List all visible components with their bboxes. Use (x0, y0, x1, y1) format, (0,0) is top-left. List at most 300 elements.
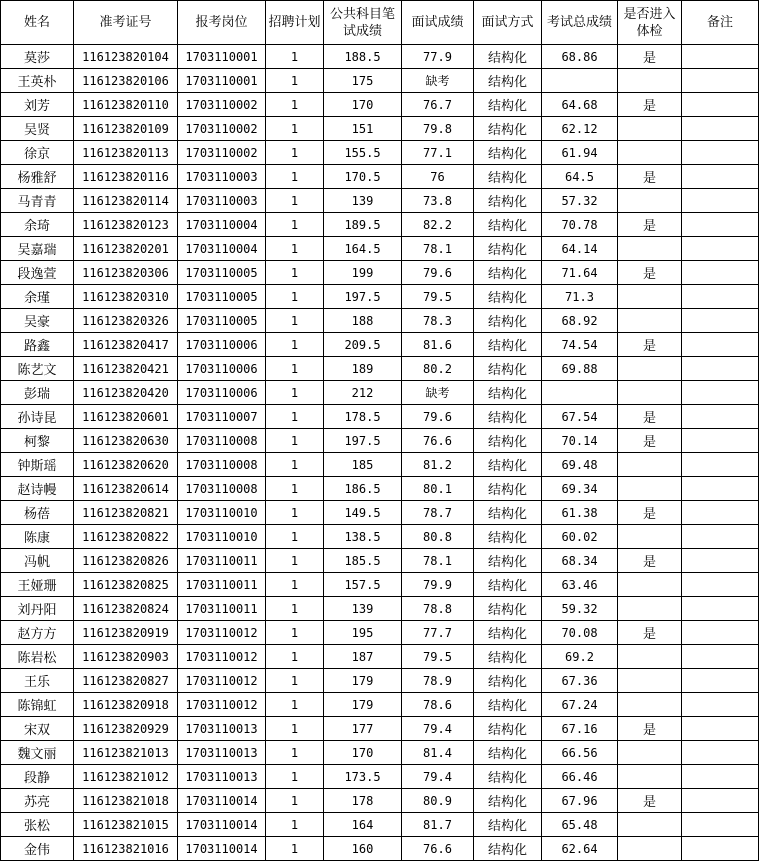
cell-interview-score: 76.6 (402, 837, 474, 861)
header-exam-id: 准考证号 (74, 1, 178, 45)
cell-interview-method: 结构化 (474, 45, 542, 69)
cell-exam-id: 116123820919 (74, 621, 178, 645)
cell-name: 刘丹阳 (1, 597, 74, 621)
cell-interview-score: 81.6 (402, 333, 474, 357)
cell-hiring-plan: 1 (266, 741, 324, 765)
table-row (1, 789, 759, 813)
cell-name: 杨雅舒 (1, 165, 74, 189)
header-written-score: 公共科目笔试成绩 (324, 1, 402, 45)
cell-interview-score: 78.1 (402, 237, 474, 261)
cell-written-score: 139 (324, 597, 402, 621)
cell-interview-score: 80.8 (402, 525, 474, 549)
cell-total-score: 67.24 (542, 693, 618, 717)
table-row (1, 141, 759, 165)
cell-written-score: 157.5 (324, 573, 402, 597)
cell-exam-id: 116123820106 (74, 69, 178, 93)
table-row (1, 765, 759, 789)
cell-name: 张松 (1, 813, 74, 837)
cell-position: 1703110012 (178, 669, 266, 693)
cell-physical-exam: 是 (618, 429, 682, 453)
cell-interview-method: 结构化 (474, 285, 542, 309)
cell-position: 1703110012 (178, 645, 266, 669)
cell-interview-method: 结构化 (474, 165, 542, 189)
cell-interview-score: 79.4 (402, 717, 474, 741)
cell-name: 孙诗昆 (1, 405, 74, 429)
cell-remarks (682, 789, 759, 813)
cell-exam-id: 116123821015 (74, 813, 178, 837)
cell-name: 赵诗幔 (1, 477, 74, 501)
cell-position: 1703110006 (178, 333, 266, 357)
cell-physical-exam (618, 381, 682, 405)
cell-written-score: 197.5 (324, 429, 402, 453)
cell-interview-method: 结构化 (474, 621, 542, 645)
cell-interview-score: 81.4 (402, 741, 474, 765)
cell-physical-exam: 是 (618, 621, 682, 645)
cell-hiring-plan: 1 (266, 813, 324, 837)
cell-name: 彭瑞 (1, 381, 74, 405)
cell-name: 陈艺文 (1, 357, 74, 381)
cell-hiring-plan: 1 (266, 165, 324, 189)
cell-remarks (682, 549, 759, 573)
cell-position: 1703110005 (178, 261, 266, 285)
cell-exam-id: 116123821013 (74, 741, 178, 765)
cell-remarks (682, 669, 759, 693)
cell-interview-method: 结构化 (474, 765, 542, 789)
cell-interview-score: 79.8 (402, 117, 474, 141)
cell-remarks (682, 333, 759, 357)
cell-hiring-plan: 1 (266, 789, 324, 813)
cell-name: 杨蓓 (1, 501, 74, 525)
cell-name: 莫莎 (1, 45, 74, 69)
cell-hiring-plan: 1 (266, 309, 324, 333)
cell-position: 1703110005 (178, 285, 266, 309)
cell-name: 吴嘉瑞 (1, 237, 74, 261)
cell-total-score: 70.78 (542, 213, 618, 237)
cell-exam-id: 116123820326 (74, 309, 178, 333)
cell-exam-id: 116123820104 (74, 45, 178, 69)
cell-remarks (682, 405, 759, 429)
cell-interview-method: 结构化 (474, 717, 542, 741)
cell-physical-exam: 是 (618, 405, 682, 429)
table-row (1, 117, 759, 141)
cell-remarks (682, 621, 759, 645)
cell-position: 1703110003 (178, 189, 266, 213)
cell-remarks (682, 69, 759, 93)
cell-name: 陈岩松 (1, 645, 74, 669)
header-remarks: 备注 (682, 1, 759, 45)
cell-position: 1703110013 (178, 741, 266, 765)
cell-physical-exam (618, 285, 682, 309)
cell-interview-method: 结构化 (474, 213, 542, 237)
cell-physical-exam: 是 (618, 333, 682, 357)
cell-exam-id: 116123820601 (74, 405, 178, 429)
cell-physical-exam (618, 309, 682, 333)
cell-total-score: 69.88 (542, 357, 618, 381)
table-row (1, 69, 759, 93)
table-body (1, 45, 759, 861)
cell-interview-method: 结构化 (474, 333, 542, 357)
cell-written-score: 139 (324, 189, 402, 213)
cell-total-score: 74.54 (542, 333, 618, 357)
table-row (1, 309, 759, 333)
cell-physical-exam (618, 693, 682, 717)
cell-interview-method: 结构化 (474, 237, 542, 261)
cell-total-score: 65.48 (542, 813, 618, 837)
cell-total-score: 63.46 (542, 573, 618, 597)
cell-interview-score: 缺考 (402, 381, 474, 405)
cell-written-score: 170 (324, 93, 402, 117)
table-row (1, 669, 759, 693)
cell-name: 宋双 (1, 717, 74, 741)
cell-physical-exam (618, 813, 682, 837)
header-hiring-plan: 招聘计划 (266, 1, 324, 45)
cell-total-score: 67.54 (542, 405, 618, 429)
cell-exam-id: 116123821018 (74, 789, 178, 813)
cell-interview-method: 结构化 (474, 597, 542, 621)
cell-exam-id: 116123820420 (74, 381, 178, 405)
cell-interview-method: 结构化 (474, 309, 542, 333)
cell-name: 徐京 (1, 141, 74, 165)
cell-interview-score: 77.9 (402, 45, 474, 69)
table-row (1, 477, 759, 501)
cell-written-score: 185 (324, 453, 402, 477)
cell-exam-id: 116123820826 (74, 549, 178, 573)
cell-written-score: 195 (324, 621, 402, 645)
cell-written-score: 197.5 (324, 285, 402, 309)
cell-total-score (542, 69, 618, 93)
cell-name: 柯黎 (1, 429, 74, 453)
cell-interview-method: 结构化 (474, 93, 542, 117)
cell-interview-score: 79.5 (402, 285, 474, 309)
cell-physical-exam (618, 669, 682, 693)
cell-written-score: 185.5 (324, 549, 402, 573)
cell-total-score: 67.16 (542, 717, 618, 741)
table-row (1, 93, 759, 117)
cell-position: 1703110001 (178, 69, 266, 93)
cell-interview-score: 79.6 (402, 261, 474, 285)
cell-written-score: 149.5 (324, 501, 402, 525)
cell-remarks (682, 213, 759, 237)
cell-total-score: 60.02 (542, 525, 618, 549)
cell-exam-id: 116123821016 (74, 837, 178, 861)
cell-remarks (682, 693, 759, 717)
cell-written-score: 164.5 (324, 237, 402, 261)
cell-interview-score: 78.1 (402, 549, 474, 573)
cell-position: 1703110001 (178, 45, 266, 69)
cell-position: 1703110008 (178, 453, 266, 477)
cell-hiring-plan: 1 (266, 765, 324, 789)
cell-written-score: 186.5 (324, 477, 402, 501)
cell-physical-exam: 是 (618, 501, 682, 525)
header-interview-method: 面试方式 (474, 1, 542, 45)
cell-name: 金伟 (1, 837, 74, 861)
cell-hiring-plan: 1 (266, 429, 324, 453)
cell-hiring-plan: 1 (266, 717, 324, 741)
cell-physical-exam (618, 525, 682, 549)
table-row (1, 261, 759, 285)
cell-total-score: 69.48 (542, 453, 618, 477)
cell-written-score: 138.5 (324, 525, 402, 549)
cell-exam-id: 116123820417 (74, 333, 178, 357)
cell-position: 1703110002 (178, 141, 266, 165)
cell-total-score: 62.64 (542, 837, 618, 861)
cell-position: 1703110008 (178, 477, 266, 501)
cell-hiring-plan: 1 (266, 285, 324, 309)
cell-remarks (682, 93, 759, 117)
cell-interview-score: 78.7 (402, 501, 474, 525)
cell-interview-score: 76.6 (402, 429, 474, 453)
cell-hiring-plan: 1 (266, 69, 324, 93)
cell-exam-id: 116123820614 (74, 477, 178, 501)
cell-hiring-plan: 1 (266, 357, 324, 381)
cell-remarks (682, 141, 759, 165)
table-row (1, 549, 759, 573)
cell-exam-id: 116123820903 (74, 645, 178, 669)
cell-position: 1703110002 (178, 117, 266, 141)
cell-remarks (682, 165, 759, 189)
cell-interview-method: 结构化 (474, 381, 542, 405)
cell-interview-method: 结构化 (474, 693, 542, 717)
cell-physical-exam (618, 357, 682, 381)
cell-interview-method: 结构化 (474, 573, 542, 597)
table-row (1, 597, 759, 621)
header-name: 姓名 (1, 1, 74, 45)
table-row (1, 429, 759, 453)
cell-position: 1703110011 (178, 573, 266, 597)
cell-interview-method: 结构化 (474, 741, 542, 765)
cell-total-score: 62.12 (542, 117, 618, 141)
cell-total-score: 64.68 (542, 93, 618, 117)
cell-written-score: 188 (324, 309, 402, 333)
cell-total-score: 61.94 (542, 141, 618, 165)
cell-interview-method: 结构化 (474, 669, 542, 693)
cell-position: 1703110013 (178, 717, 266, 741)
cell-physical-exam: 是 (618, 789, 682, 813)
cell-remarks (682, 765, 759, 789)
table-row (1, 501, 759, 525)
table-row (1, 381, 759, 405)
cell-total-score: 59.32 (542, 597, 618, 621)
cell-hiring-plan: 1 (266, 93, 324, 117)
cell-written-score: 170 (324, 741, 402, 765)
cell-interview-method: 结构化 (474, 189, 542, 213)
cell-interview-score: 81.2 (402, 453, 474, 477)
cell-hiring-plan: 1 (266, 693, 324, 717)
cell-exam-id: 116123820114 (74, 189, 178, 213)
table-row (1, 525, 759, 549)
cell-interview-score: 77.1 (402, 141, 474, 165)
cell-total-score: 68.92 (542, 309, 618, 333)
cell-interview-score: 73.8 (402, 189, 474, 213)
table-row (1, 717, 759, 741)
cell-name: 赵方方 (1, 621, 74, 645)
cell-hiring-plan: 1 (266, 213, 324, 237)
cell-remarks (682, 189, 759, 213)
cell-position: 1703110006 (178, 357, 266, 381)
cell-total-score: 64.14 (542, 237, 618, 261)
cell-written-score: 187 (324, 645, 402, 669)
cell-written-score: 177 (324, 717, 402, 741)
cell-physical-exam: 是 (618, 213, 682, 237)
table-row (1, 165, 759, 189)
cell-name: 段逸萱 (1, 261, 74, 285)
cell-name: 路鑫 (1, 333, 74, 357)
cell-interview-method: 结构化 (474, 69, 542, 93)
cell-interview-method: 结构化 (474, 477, 542, 501)
cell-physical-exam (618, 237, 682, 261)
cell-physical-exam: 是 (618, 45, 682, 69)
cell-total-score: 71.64 (542, 261, 618, 285)
cell-remarks (682, 525, 759, 549)
cell-total-score: 64.5 (542, 165, 618, 189)
cell-total-score: 67.96 (542, 789, 618, 813)
cell-total-score: 66.46 (542, 765, 618, 789)
cell-written-score: 188.5 (324, 45, 402, 69)
cell-exam-id: 116123820821 (74, 501, 178, 525)
cell-position: 1703110008 (178, 429, 266, 453)
cell-name: 魏文丽 (1, 741, 74, 765)
cell-interview-score: 78.6 (402, 693, 474, 717)
cell-hiring-plan: 1 (266, 189, 324, 213)
cell-remarks (682, 837, 759, 861)
cell-hiring-plan: 1 (266, 669, 324, 693)
cell-interview-method: 结构化 (474, 453, 542, 477)
cell-exam-id: 116123820113 (74, 141, 178, 165)
cell-written-score: 199 (324, 261, 402, 285)
cell-hiring-plan: 1 (266, 837, 324, 861)
cell-hiring-plan: 1 (266, 237, 324, 261)
cell-hiring-plan: 1 (266, 645, 324, 669)
cell-interview-score: 81.7 (402, 813, 474, 837)
cell-total-score (542, 381, 618, 405)
cell-total-score: 70.08 (542, 621, 618, 645)
cell-exam-id: 116123820110 (74, 93, 178, 117)
cell-exam-id: 116123820827 (74, 669, 178, 693)
cell-total-score: 66.56 (542, 741, 618, 765)
cell-exam-id: 116123820201 (74, 237, 178, 261)
cell-total-score: 67.36 (542, 669, 618, 693)
header-total-score: 考试总成绩 (542, 1, 618, 45)
table-row (1, 237, 759, 261)
cell-physical-exam (618, 141, 682, 165)
cell-physical-exam (618, 597, 682, 621)
cell-remarks (682, 717, 759, 741)
cell-physical-exam: 是 (618, 93, 682, 117)
cell-exam-id: 116123820123 (74, 213, 178, 237)
cell-total-score: 68.86 (542, 45, 618, 69)
cell-written-score: 209.5 (324, 333, 402, 357)
cell-position: 1703110003 (178, 165, 266, 189)
cell-interview-method: 结构化 (474, 405, 542, 429)
cell-hiring-plan: 1 (266, 405, 324, 429)
cell-written-score: 212 (324, 381, 402, 405)
cell-exam-id: 116123821012 (74, 765, 178, 789)
cell-position: 1703110004 (178, 237, 266, 261)
cell-exam-id: 116123820824 (74, 597, 178, 621)
cell-name: 陈锦虹 (1, 693, 74, 717)
cell-written-score: 189.5 (324, 213, 402, 237)
cell-physical-exam (618, 477, 682, 501)
cell-interview-method: 结构化 (474, 117, 542, 141)
table-row (1, 645, 759, 669)
cell-interview-score: 79.5 (402, 645, 474, 669)
table-row (1, 741, 759, 765)
cell-interview-method: 结构化 (474, 501, 542, 525)
cell-total-score: 68.34 (542, 549, 618, 573)
cell-exam-id: 116123820109 (74, 117, 178, 141)
table-row (1, 573, 759, 597)
table-row (1, 813, 759, 837)
cell-name: 钟斯瑶 (1, 453, 74, 477)
cell-written-score: 179 (324, 669, 402, 693)
table-row (1, 621, 759, 645)
cell-hiring-plan: 1 (266, 45, 324, 69)
cell-remarks (682, 309, 759, 333)
cell-total-score: 61.38 (542, 501, 618, 525)
cell-hiring-plan: 1 (266, 333, 324, 357)
cell-written-score: 175 (324, 69, 402, 93)
cell-exam-id: 116123820306 (74, 261, 178, 285)
cell-remarks (682, 813, 759, 837)
cell-interview-method: 结构化 (474, 813, 542, 837)
cell-remarks (682, 477, 759, 501)
cell-total-score: 57.32 (542, 189, 618, 213)
cell-interview-method: 结构化 (474, 357, 542, 381)
cell-hiring-plan: 1 (266, 501, 324, 525)
cell-name: 吴豪 (1, 309, 74, 333)
cell-name: 王英朴 (1, 69, 74, 93)
cell-position: 1703110012 (178, 693, 266, 717)
cell-name: 吴贤 (1, 117, 74, 141)
cell-remarks (682, 285, 759, 309)
cell-hiring-plan: 1 (266, 525, 324, 549)
table-row (1, 693, 759, 717)
cell-exam-id: 116123820620 (74, 453, 178, 477)
table-row (1, 405, 759, 429)
cell-remarks (682, 357, 759, 381)
cell-interview-score: 79.4 (402, 765, 474, 789)
cell-physical-exam (618, 837, 682, 861)
cell-interview-score: 80.9 (402, 789, 474, 813)
cell-exam-id: 116123820116 (74, 165, 178, 189)
cell-written-score: 173.5 (324, 765, 402, 789)
cell-interview-method: 结构化 (474, 261, 542, 285)
cell-exam-id: 116123820421 (74, 357, 178, 381)
cell-interview-score: 82.2 (402, 213, 474, 237)
cell-hiring-plan: 1 (266, 117, 324, 141)
table-row (1, 837, 759, 861)
cell-interview-score: 78.9 (402, 669, 474, 693)
cell-interview-method: 结构化 (474, 429, 542, 453)
cell-name: 王乐 (1, 669, 74, 693)
cell-written-score: 164 (324, 813, 402, 837)
cell-interview-score: 80.1 (402, 477, 474, 501)
cell-exam-id: 116123820918 (74, 693, 178, 717)
cell-exam-id: 116123820929 (74, 717, 178, 741)
cell-hiring-plan: 1 (266, 141, 324, 165)
cell-interview-method: 结构化 (474, 549, 542, 573)
cell-position: 1703110010 (178, 525, 266, 549)
cell-position: 1703110014 (178, 837, 266, 861)
cell-position: 1703110007 (178, 405, 266, 429)
cell-position: 1703110013 (178, 765, 266, 789)
cell-physical-exam (618, 645, 682, 669)
cell-position: 1703110005 (178, 309, 266, 333)
cell-hiring-plan: 1 (266, 261, 324, 285)
cell-interview-score: 79.6 (402, 405, 474, 429)
cell-remarks (682, 645, 759, 669)
cell-interview-score: 78.3 (402, 309, 474, 333)
